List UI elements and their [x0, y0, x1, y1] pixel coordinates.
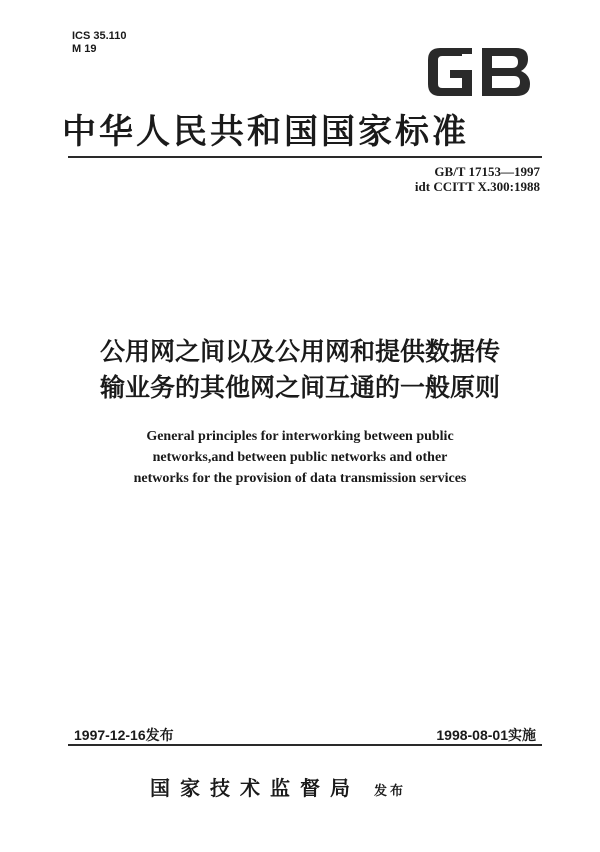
implementation-date: 1998-08-01实施 [436, 727, 536, 743]
english-title-line-1: General principles for interworking between public [146, 429, 454, 444]
english-title-line-3: networks for the provision of data transmission services [133, 471, 467, 486]
gb-logo [424, 44, 534, 100]
ics-code: ICS 35.110 [72, 30, 127, 42]
english-title [60, 426, 540, 489]
footer-divider [68, 744, 542, 746]
classification-codes [72, 30, 126, 56]
english-title-line-2: networks,and between public networks and other [152, 450, 448, 465]
issue-action: 发布 [374, 784, 407, 799]
chinese-title-line-1: 公用网之间以及公用网和提供数据传 [99, 337, 500, 366]
issuing-organization: 国家技术监督局 [150, 776, 360, 800]
svg-text:GB: GB [479, 74, 481, 75]
issuer [150, 772, 450, 801]
standard-number: GB/T 17153—1997 [434, 164, 540, 179]
standard-codes [350, 164, 540, 194]
header-divider [68, 156, 542, 158]
equivalent-standard: idt CCITT X.300:1988 [414, 179, 540, 194]
issue-date: 1997-12-16发布 [74, 727, 174, 743]
standard-title: 中华人民共和国国家标准 [62, 112, 469, 152]
chinese-title-line-2: 输业务的其他网之间互通的一般原则 [99, 373, 500, 402]
chinese-title [60, 334, 540, 406]
class-code: M 19 [72, 43, 97, 55]
